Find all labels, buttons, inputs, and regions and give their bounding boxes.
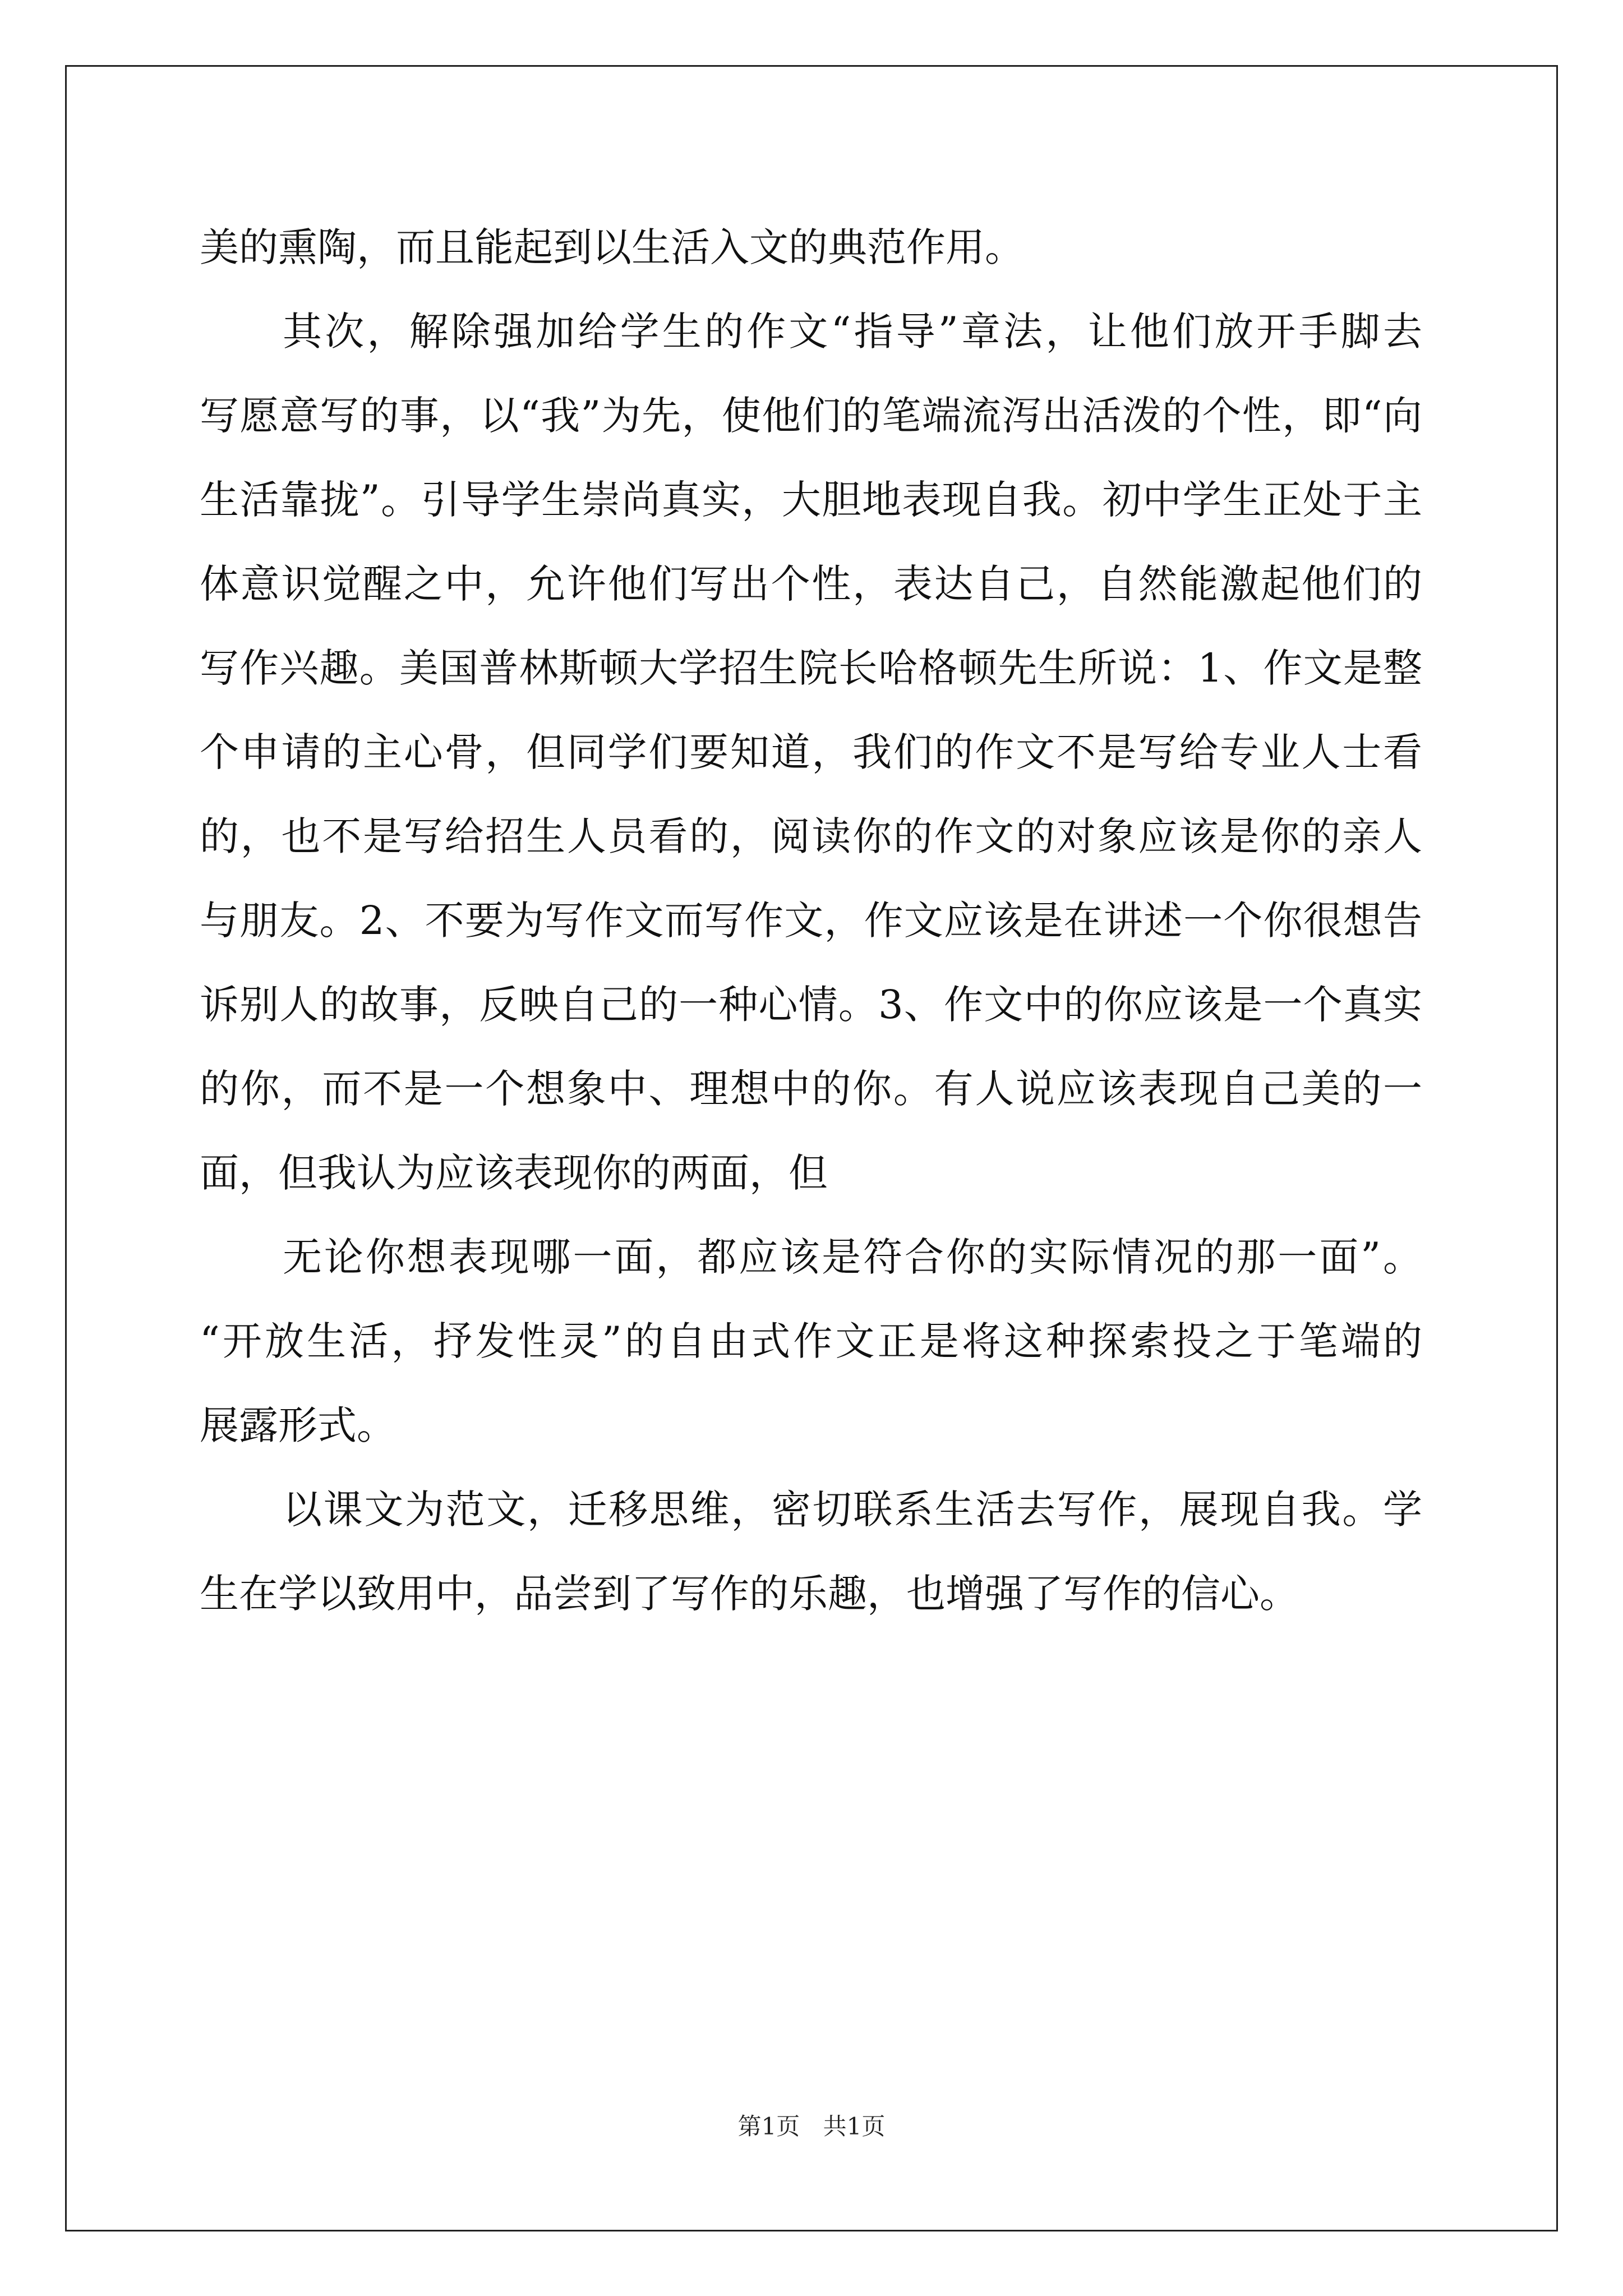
text-line: 个申请的主心骨，但同学们要知道，我们的作文不是写给专业人士看 bbox=[200, 729, 1422, 775]
text-line: 写作兴趣。美国普林斯顿大学招生院长哈格顿先生所说：1、作文是整 bbox=[200, 645, 1422, 691]
text-line: 以课文为范文，迁移思维，密切联系生活去写作，展现自我。学 bbox=[283, 1487, 1422, 1533]
page-border bbox=[65, 65, 1558, 2231]
text-line: 面，但我认为应该表现你的两面，但 bbox=[200, 1150, 828, 1196]
text-line: “开放生活，抒发性灵”的自由式作文正是将这种探索投之于笔端的 bbox=[200, 1318, 1422, 1364]
page-footer bbox=[0, 2108, 1623, 2142]
page-total: 共1页 bbox=[823, 2113, 886, 2140]
text-line: 的，也不是写给招生人员看的，阅读你的作文的对象应该是你的亲人 bbox=[200, 813, 1422, 859]
text-line: 的你，而不是一个想象中、理想中的你。有人说应该表现自己美的一 bbox=[200, 1066, 1422, 1112]
text-line: 诉别人的故事，反映自己的一种心情。3、作文中的你应该是一个真实 bbox=[200, 982, 1422, 1028]
text-line: 无论你想表现哪一面，都应该是符合你的实际情况的那一面”。 bbox=[283, 1234, 1422, 1280]
text-line: 与朋友。2、不要为写作文而写作文，作文应该是在讲述一个你很想告 bbox=[200, 898, 1422, 944]
page-number: 第1页 bbox=[737, 2113, 800, 2140]
text-line: 美的熏陶，而且能起到以生活入文的典范作用。 bbox=[200, 224, 1024, 270]
text-line: 生活靠拢”。引导学生崇尚真实，大胆地表现自我。初中学生正处于主 bbox=[200, 477, 1422, 523]
text-line: 写愿意写的事，以“我”为先，使他们的笔端流泻出活泼的个性，即“向 bbox=[200, 393, 1422, 439]
text-line: 生在学以致用中，品尝到了写作的乐趣，也增强了写作的信心。 bbox=[200, 1571, 1299, 1617]
text-line: 展露形式。 bbox=[200, 1402, 396, 1448]
text-line: 体意识觉醒之中，允许他们写出个性，表达自己，自然能激起他们的 bbox=[200, 561, 1422, 607]
text-line: 其次，解除强加给学生的作文“指导”章法，让他们放开手脚去 bbox=[283, 309, 1422, 355]
